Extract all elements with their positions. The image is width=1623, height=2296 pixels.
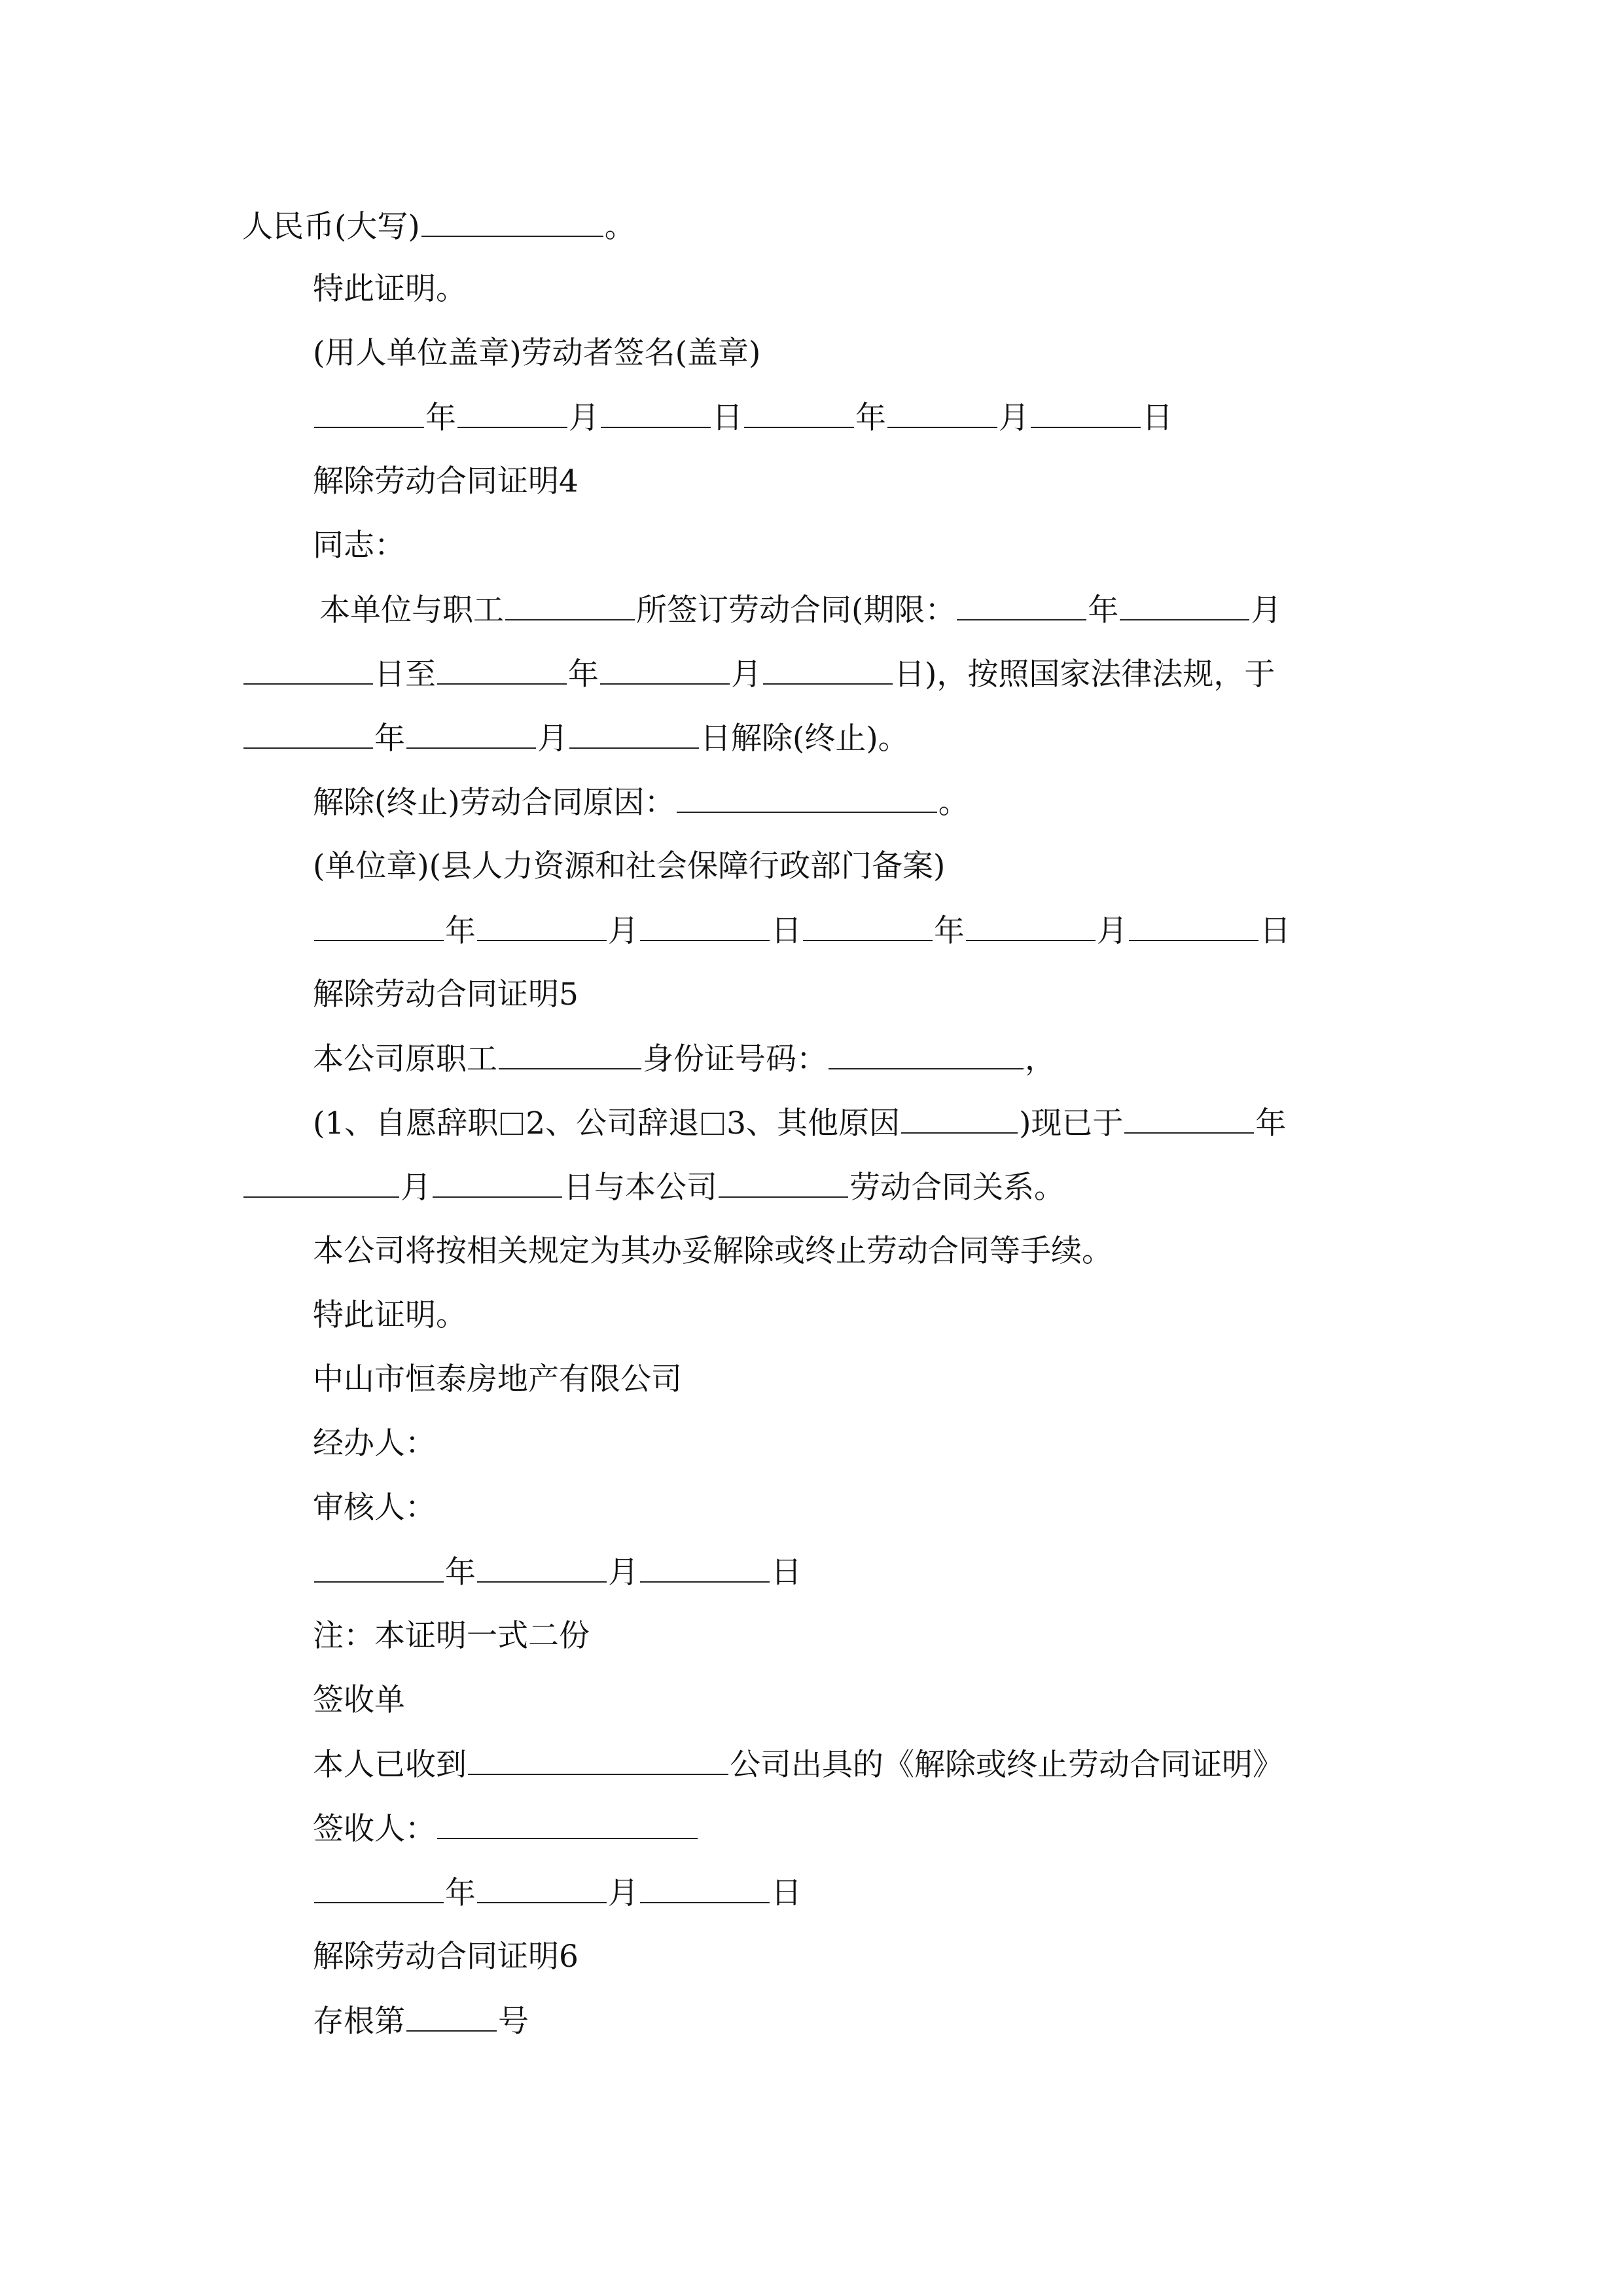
year-blank (243, 719, 373, 749)
date-line-1: 年 月 日 年 月 日 (313, 398, 1173, 437)
amount-blank (421, 207, 603, 237)
company-blank (468, 1745, 728, 1775)
employee-name-blank (499, 1039, 641, 1069)
rmb-amount-line: 人民币(大写) 。 (242, 207, 635, 246)
salutation: 同志： (313, 528, 405, 564)
year-blank (314, 1552, 444, 1583)
day-blank (1031, 398, 1141, 428)
year-blank (744, 398, 854, 428)
unit-seal-line: (单位章)(县人力资源和社会保障行政部门备案) (313, 848, 946, 884)
dismiss-checkbox[interactable] (702, 1113, 724, 1135)
resign-checkbox[interactable] (501, 1113, 523, 1135)
handler-label: 经办人： (313, 1426, 436, 1462)
reason-blank (677, 783, 937, 813)
day-blank (640, 911, 770, 941)
hereby-certify-2: 特此证明。 (313, 1297, 467, 1333)
day-blank (640, 1552, 770, 1583)
termination-reason-line: 解除(终止)劳动合同原因： 。 (313, 783, 969, 822)
other-reason-blank (901, 1103, 1018, 1134)
stub-number-blank (406, 2001, 497, 2032)
year-blank (314, 911, 444, 941)
year-blank (314, 1873, 444, 1903)
hereby-certify: 特此证明。 (313, 271, 467, 307)
day-blank (569, 719, 699, 749)
day-blank (640, 1873, 770, 1903)
month-blank (477, 1552, 607, 1583)
month-blank (477, 911, 607, 941)
date-line-3: 年 月 日 (313, 1552, 802, 1592)
section-title-4: 解除劳动合同证明4 (313, 463, 579, 499)
stub-number-line: 存根第 号 (313, 2001, 529, 2041)
month-blank (406, 719, 536, 749)
year-blank (1124, 1103, 1254, 1134)
month-blank (600, 655, 730, 685)
date-line-4: 年 月 日 (313, 1873, 802, 1912)
relationship-end-line: 月 日与本公司 劳动合同关系。 (242, 1168, 1065, 1207)
day-blank (1129, 911, 1258, 941)
section-title-5: 解除劳动合同证明5 (313, 977, 579, 1013)
month-blank (457, 398, 567, 428)
contract-period-line-2: 日至 年 月 日)，按照国家法律法规，于 (242, 655, 1275, 694)
year-blank (957, 590, 1086, 620)
seal-signature-line: (用人单位盖章)劳动者签名(盖章) (313, 335, 761, 371)
year-blank (314, 398, 424, 428)
month-blank (966, 911, 1096, 941)
month-blank (1120, 590, 1249, 620)
former-employee-line: 本公司原职工 身份证号码： ， (313, 1039, 1056, 1079)
id-number-blank (829, 1039, 1024, 1069)
recipient-line: 签收人： (313, 1809, 699, 1848)
procedure-statement: 本公司将按相关规定为其办妥解除或终止劳动合同等手续。 (313, 1233, 1113, 1269)
action-blank (719, 1168, 848, 1198)
day-blank (433, 1168, 562, 1198)
year-blank (437, 655, 567, 685)
receipt-title: 签收单 (313, 1682, 405, 1718)
company-name: 中山市恒泰房地产有限公司 (313, 1361, 682, 1397)
recipient-blank (437, 1809, 698, 1839)
termination-date-line: 年 月 日解除(终止)。 (242, 719, 909, 758)
contract-period-line-1: 本单位与职工 所签订劳动合同(期限： 年 月 (319, 590, 1281, 630)
month-blank (243, 1168, 399, 1198)
day-blank (601, 398, 711, 428)
month-blank (477, 1873, 607, 1903)
day-blank (763, 655, 893, 685)
date-line-2: 年 月 日 年 月 日 (313, 911, 1291, 950)
reason-options-line: (1、自愿辞职 2、公司辞退 3、其他原因 )现已于 年 (313, 1103, 1286, 1143)
section-title-6: 解除劳动合同证明6 (313, 1939, 579, 1975)
year-blank (803, 911, 933, 941)
day-blank (243, 655, 373, 685)
receipt-statement: 本人已收到 公司出具的《解除或终止劳动合同证明》 (313, 1745, 1283, 1784)
month-blank (887, 398, 997, 428)
employee-name-blank (505, 590, 635, 620)
copies-note: 注：本证明一式二份 (313, 1618, 590, 1654)
reviewer-label: 审核人： (313, 1490, 436, 1526)
